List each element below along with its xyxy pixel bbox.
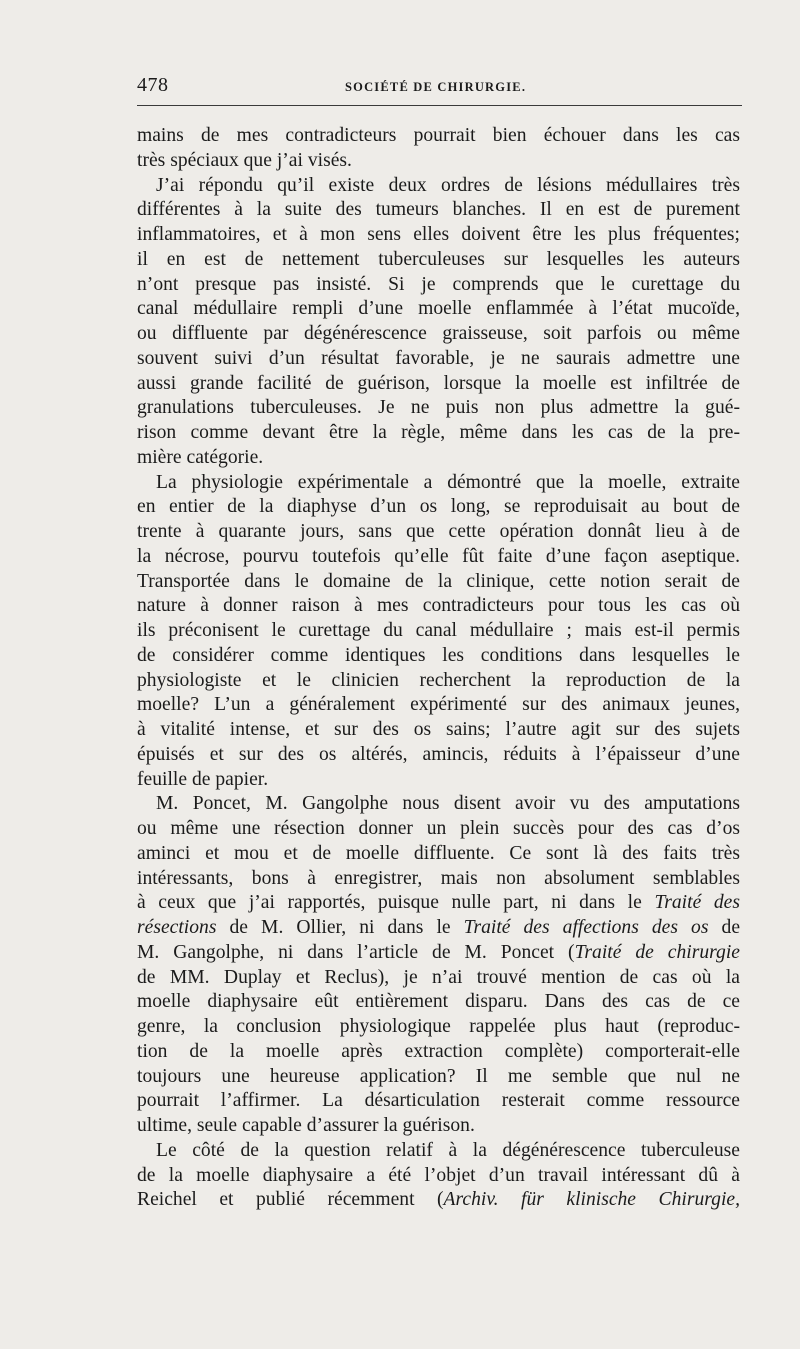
italic-title: Traité de chirurgie xyxy=(574,941,740,963)
text-line: de considérer comme identiques les conditions dans lesquelles le xyxy=(137,644,740,666)
text-line: La physiologie expérimentale a démontré que la moelle, extraite xyxy=(156,471,740,493)
text-line: canal médullaire rempli d’une moelle enflammée à l’état mucoïde, xyxy=(137,298,740,320)
header-rule xyxy=(137,105,742,106)
text-line: différentes à la suite des tumeurs blanches. Il en est de purement xyxy=(137,199,740,221)
text-line: physiologiste et le clinicien recherchent la reproduction de la xyxy=(137,669,740,691)
text-line: souvent suivi d’un résultat favorable, je ne saurais admettre une xyxy=(137,347,740,369)
text-line: nature à donner raison à mes contradicteurs pour tous les cas où xyxy=(137,595,740,617)
text-line: très spéciaux que j’ai visés. xyxy=(137,149,352,171)
text-line: en entier de la diaphyse d’un os long, se reproduisait au bout de xyxy=(137,496,740,518)
text-line: tion de la moelle après extraction complète) comporterait-elle xyxy=(137,1040,740,1062)
text-line: ou diffluente par dégénérescence graisseuse, soit parfois ou même xyxy=(137,323,740,344)
text-line: mière catégorie. xyxy=(137,446,264,468)
text-line: aussi grande facilité de guérison, lorsque la moelle est infiltrée de xyxy=(137,372,740,394)
text-line: J’ai répondu qu’il existe deux ordres de lésions médullaires très xyxy=(156,174,740,196)
italic-title: Traité des xyxy=(654,892,740,914)
text-line: ultime, seule capable d’assurer la guérison. xyxy=(137,1115,475,1136)
text-segment: Reichel et publié récemment ( xyxy=(137,1189,444,1211)
text-line: aminci et mou et de moelle diffluente. Ce sont là des faits très xyxy=(137,842,740,864)
italic-title: résections xyxy=(137,917,217,938)
text-line: moelle diaphysaire eût entièrement disparu. Dans des cas de ce xyxy=(137,991,740,1013)
text-line: n’ont presque pas insisté. Si je comprends que le curettage du xyxy=(137,273,740,295)
text-line: la nécrose, pourvu toutefois qu’elle fût faite d’une façon aseptique. xyxy=(137,545,740,567)
text-segment: de M. Ollier, ni dans le xyxy=(229,917,451,938)
text-segment: de xyxy=(721,917,741,938)
body-text xyxy=(137,124,740,1213)
text-line: trente à quarante jours, sans que cette opération donnât lieu à de xyxy=(137,521,740,542)
text-line: genre, la conclusion physiologique rappelée plus haut (reproduc- xyxy=(137,1016,740,1037)
text-line: il en est de nettement tuberculeuses sur lesquelles les auteurs xyxy=(137,248,740,270)
text-line: ou même une résection donner un plein succès pour des cas d’os xyxy=(137,818,740,839)
text-line: Le côté de la question relatif à la dégénérescence tuberculeuse xyxy=(156,1139,740,1161)
text-segment: à ceux que j’ai rapportés, puisque nulle part, ni dans le xyxy=(137,892,642,914)
text-line xyxy=(137,891,740,916)
text-line: de la moelle diaphysaire a été l’objet d’un travail intéressant dû à xyxy=(137,1164,740,1186)
text-line: M. Poncet, M. Gangolphe nous disent avoir vu des amputations xyxy=(156,793,740,815)
page-number: 478 xyxy=(137,74,169,96)
text-line: à vitalité intense, et sur des os sains; l’autre agit sur des sujets xyxy=(137,719,740,740)
text-line xyxy=(137,916,740,941)
text-line: ils préconisent le curettage du canal médullaire ; mais est-il permis xyxy=(137,620,740,641)
text-line: granulations tuberculeuses. Je ne puis non plus admettre la gué- xyxy=(137,397,740,419)
page-header xyxy=(137,74,741,98)
text-line: mains de mes contradicteurs pourrait bien échouer dans les cas xyxy=(137,125,740,146)
text-segment: M. Gangolphe, ni dans l’article de M. Poncet ( xyxy=(137,941,575,963)
text-line: moelle? L’un a généralement expérimenté sur des animaux jeunes, xyxy=(137,694,740,716)
text-line: Transportée dans le domaine de la clinique, cette notion serait de xyxy=(137,570,740,592)
text-line: épuisés et sur des os altérés, amincis, réduits à l’épaisseur d’une xyxy=(137,743,740,765)
text-line: de MM. Duplay et Reclus), je n’ai trouvé mention de cas où la xyxy=(137,966,740,988)
text-line xyxy=(137,1188,740,1213)
italic-title: Archiv. für klinische Chirurgie, xyxy=(443,1189,740,1211)
running-head: SOCIÉTÉ DE CHIRURGIE. xyxy=(345,80,527,94)
text-line: pourrait l’affirmer. La désarticulation resterait comme ressource xyxy=(137,1090,740,1112)
italic-title: Traité des affections des os xyxy=(463,917,709,938)
text-line xyxy=(137,941,740,966)
text-line: feuille de papier. xyxy=(137,768,269,790)
text-line: inflammatoires, et à mon sens elles doivent être les plus fréquentes; xyxy=(137,224,740,245)
text-line: toujours une heureuse application? Il me semble que nul ne xyxy=(137,1065,740,1087)
text-line: intéressants, bons à enregistrer, mais non absolument semblables xyxy=(137,867,740,889)
text-line: rison comme devant être la règle, même dans les cas de la pre- xyxy=(137,422,740,443)
